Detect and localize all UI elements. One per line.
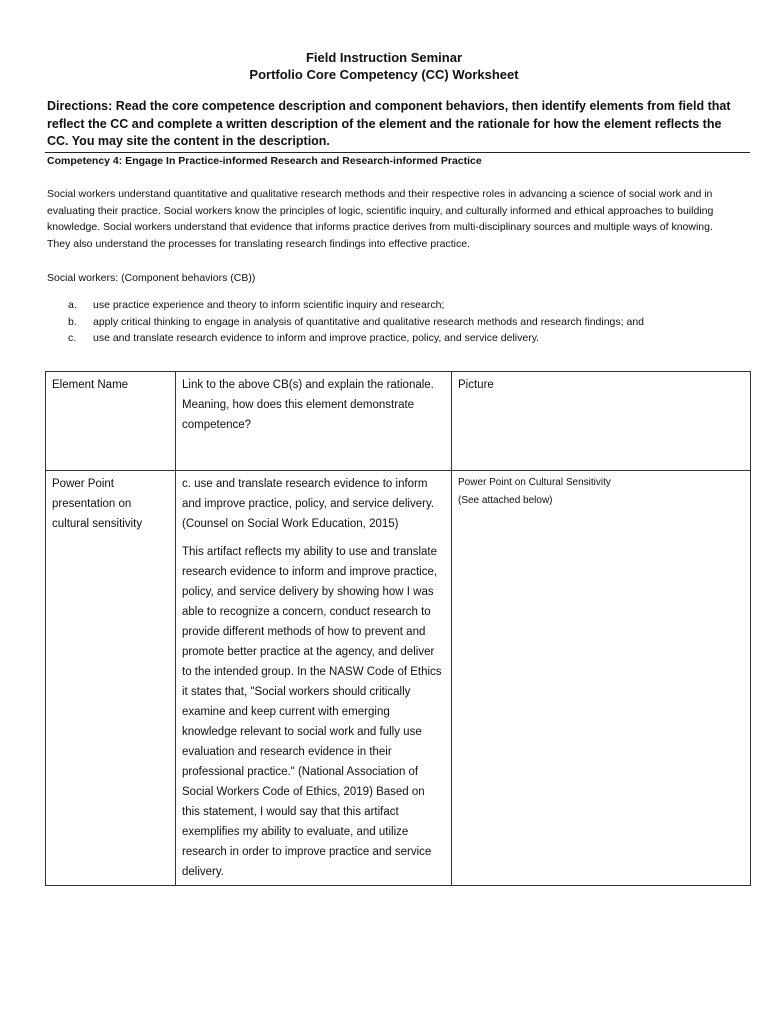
picture-title: Power Point on Cultural Sensitivity (458, 477, 611, 488)
table-row (46, 471, 751, 886)
behaviors-list (68, 297, 748, 347)
competency-table (45, 371, 751, 886)
behavior-text: apply critical thinking to engage in analysis of quantitative and qualitative research methods and research findings; and (93, 315, 645, 328)
directions-label: Directions: (47, 99, 113, 113)
header-element-name: Element Name (46, 372, 176, 471)
rationale-behavior: c. use and translate research evidence to inform and improve practice, policy, and service delivery. (Counsel on Social Work Education, 2015) (182, 478, 435, 530)
header-link-rationale: Link to the above CB(s) and explain the rationale. Meaning, how does this element demonstrate competence? (176, 372, 452, 471)
behavior-item (68, 297, 748, 314)
document-title: Field Instruction Seminar (305, 50, 463, 65)
section-divider (45, 152, 750, 153)
behavior-text: use and translate research evidence to inform and improve practice, policy, and service delivery. (93, 332, 540, 344)
behavior-letter: b. (68, 315, 77, 328)
directions-text: Read the core competence description and component behaviors, then identify elements from field that reflect the CC and complete a written description of the element and the rationale for how the element reflects the CC. You may site the content in the description. (47, 99, 731, 148)
behavior-item (68, 314, 748, 331)
rationale-explanation: This artifact reflects my ability to use and translate research evidence to inform and improve practice, policy, and service delivery by showing how I was able to recognize a concern, conduct research to provide different methods of how to prevent and promote better practice at the agency, and deliver to the intended group. In the NASW Code of Ethics it states that, "Social workers should critically examine and keep current with emerging knowledge relevant to social work and fully use evaluation and research evidence in their professional practice." (National Association of Social Workers Code of Ethics, 2019) Based on this statement, I would say that this artifact exemplifies my ability to evaluate, and utilize research in order to improve practice and service delivery. (182, 546, 442, 878)
rationale-cell (176, 471, 452, 886)
behavior-text: use practice experience and theory to inform scientific inquiry and research; (93, 299, 445, 311)
behavior-item (68, 330, 748, 347)
header-picture: Picture (452, 372, 751, 471)
behaviors-label: Social workers: (Component behaviors (CB)) (47, 272, 256, 284)
directions-block (47, 98, 737, 151)
behavior-letter: c. (68, 332, 77, 344)
competency-heading: Competency 4: Engage In Practice-informed Research and Research-informed Practice (47, 155, 482, 167)
competency-description: Social workers understand quantitative and qualitative research methods and their respective roles in advancing a science of social work and in evaluating their practice. Social workers know the principles of logic, scientific inquiry, and culturally informed and ethical approaches to building knowledge. Social workers understand that evidence that informs practice derives from multi-disciplinary sources and multiple ways of knowing. They also understand the processes for translating research findings into effective practice. (47, 188, 714, 250)
behavior-letter: a. (68, 299, 77, 311)
table-header-row (46, 372, 751, 471)
picture-note: (See attached below) (458, 495, 553, 506)
picture-cell (452, 471, 751, 886)
document-subtitle: Portfolio Core Competency (CC) Worksheet (249, 67, 519, 82)
element-name-cell: Power Point presentation on cultural sensitivity (46, 471, 176, 886)
